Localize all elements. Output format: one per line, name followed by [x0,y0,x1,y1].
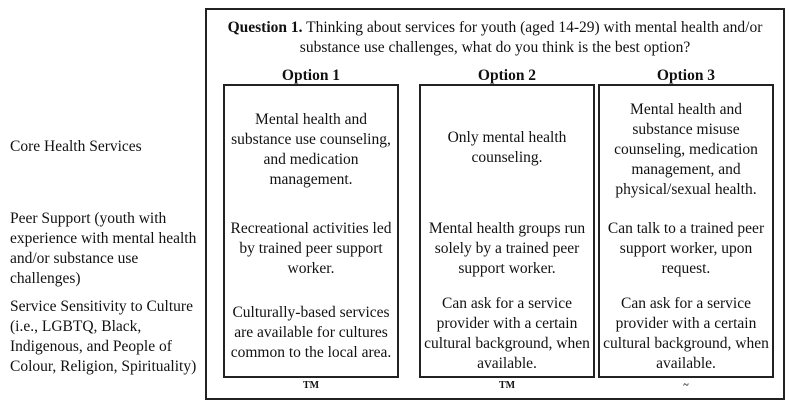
question-body: Thinking about services for youth (aged 14-29) with mental health and/or substance use challenges, what do you think is the best option? [299,19,763,56]
option-3-culture: Can ask for a service provider with a certain cultural background, when available. [603,295,769,372]
option-2-core-health: Only mental health counseling. [447,129,567,166]
option-3-title: Option 3 [656,67,716,84]
row-label-core-health: Core Health Services [10,138,142,155]
row-label-culture: Service Sensitivity to Culture (i.e., LGBTQ, Black, Indigenous, and People of Colour, Religion, Spirituality) [10,298,197,375]
option-2-mark: TM [498,380,516,391]
option-1-mark: TM [302,380,320,391]
option-1-title: Option 1 [281,67,341,84]
question-label: Question 1. [227,19,303,36]
option-3-mark: ~ [683,380,689,391]
option-2-title: Option 2 [477,67,537,84]
option-1-culture: Culturally-based services are available for cultures common to the local area. [230,304,392,361]
question-text [205,18,785,58]
option-3-peer-support: Can talk to a trained peer support worker, upon request. [607,220,765,277]
row-label-peer-support: Peer Support (youth with experience with mental health and/or substance use challenges) [10,210,197,287]
option-3-core-health: Mental health and substance misuse counseling, medication management, and physical/sexual health. [614,101,758,198]
option-1-peer-support: Recreational activities led by trained peer support worker. [230,220,392,277]
option-1-core-health: Mental health and substance use counseling, and medication management. [231,111,391,188]
option-2-peer-support: Mental health groups run solely by a trained peer support worker. [428,220,586,277]
option-2-culture: Can ask for a service provider with a certain cultural background, when available. [424,295,590,372]
